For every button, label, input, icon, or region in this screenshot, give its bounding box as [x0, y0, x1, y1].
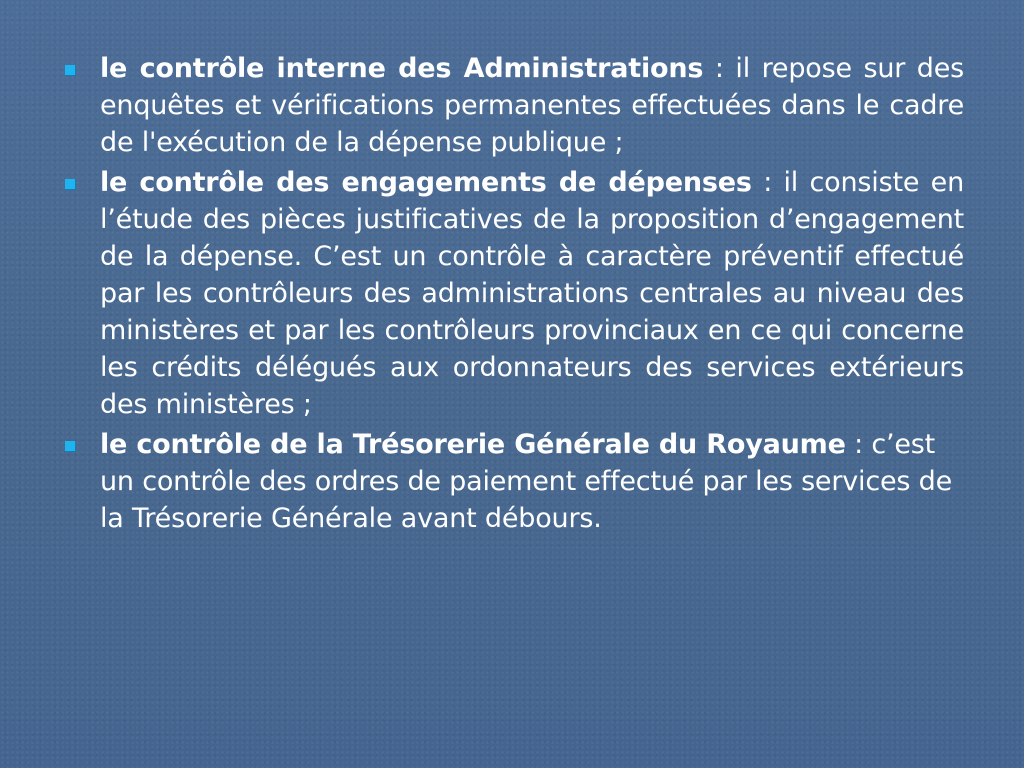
bullet-term: le contrôle interne des Administrations [100, 53, 704, 84]
bullet-list [62, 50, 964, 540]
square-bullet-icon [65, 179, 76, 190]
square-bullet-icon [65, 441, 76, 452]
bullet-item-treasury-control [62, 426, 964, 537]
bullet-text: : c’est un contrôle des ordres de paiement effectué par les services de la Trésorerie Générale avant débours. [100, 429, 952, 534]
square-bullet-icon [65, 65, 76, 76]
bullet-item-commitment-control [62, 164, 964, 423]
bullet-item-internal-control [62, 50, 964, 161]
bullet-term: le contrôle de la Trésorerie Générale du Royaume [100, 429, 846, 460]
bullet-term: le contrôle des engagements de dépenses [100, 167, 752, 198]
bullet-text: : il consiste en l’étude des pièces justificatives de la proposition d’engagement de la dépense. C’est un contrôle à caractère préventif effectué par les contrôleurs des administrations centrales au niveau des ministères et par les contrôleurs provinciaux en ce qui concerne les crédits délégués aux ordonnateurs des services extérieurs des ministères ; [100, 167, 964, 420]
bullet-text: : il repose sur des enquêtes et vérifications permanentes effectuées dans le cadre de l'exécution de la dépense publique ; [100, 53, 964, 158]
